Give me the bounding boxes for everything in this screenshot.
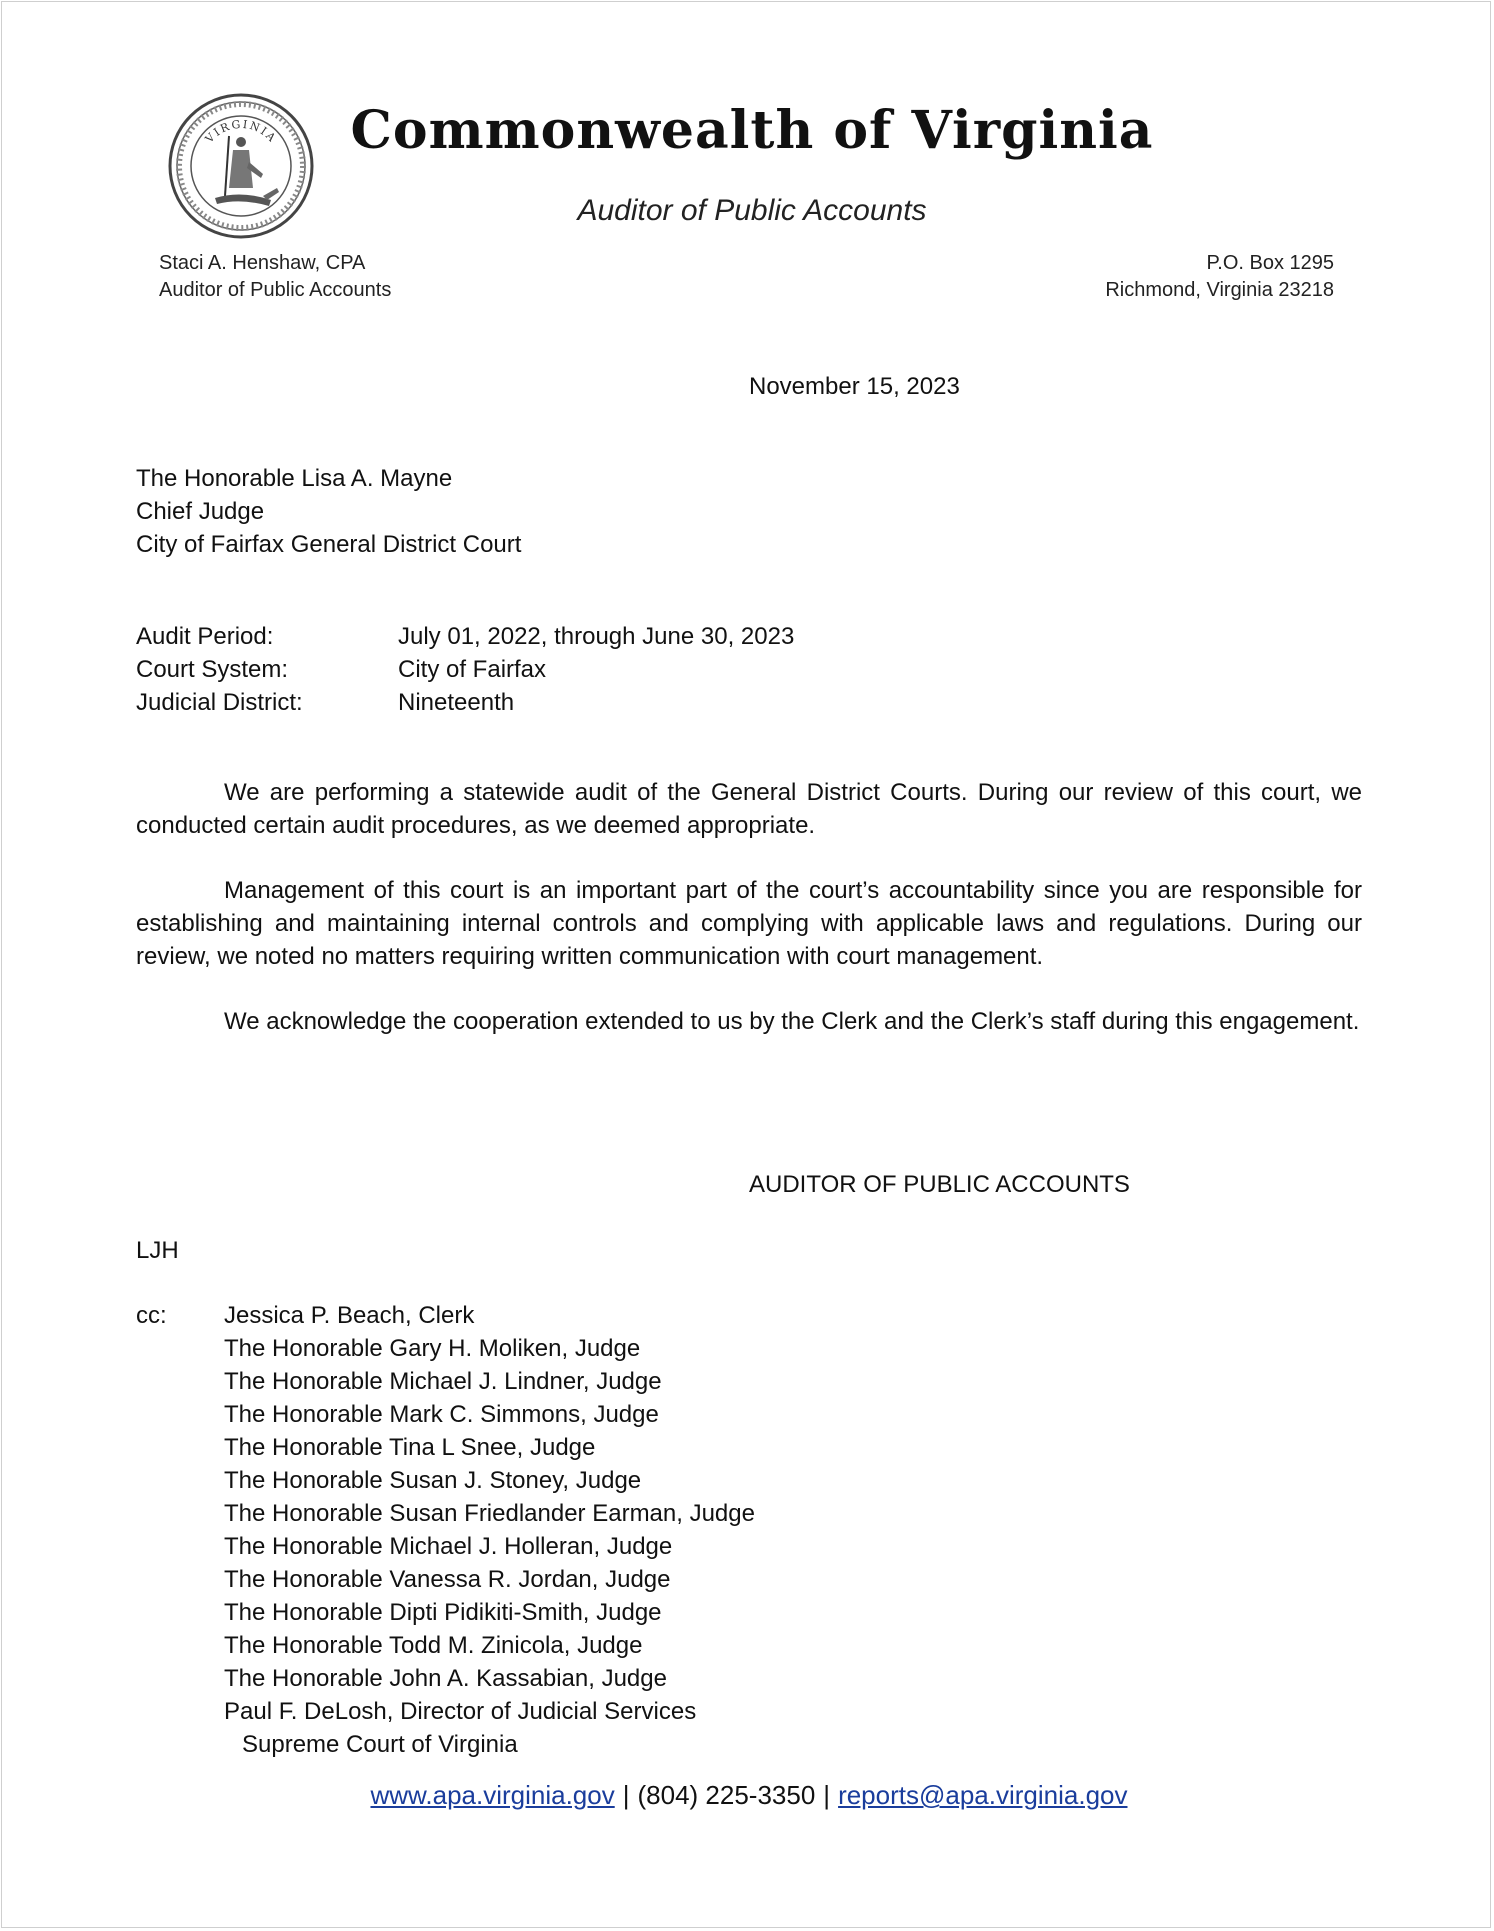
cc-recipient: The Honorable Michael J. Lindner, Judge [224, 1368, 662, 1395]
email-link[interactable]: reports@apa.virginia.gov [838, 1780, 1128, 1810]
address-line-1: P.O. Box 1295 [1206, 252, 1334, 274]
audit-info-label: Court System: [136, 656, 289, 683]
audit-info-row [136, 653, 794, 686]
audit-info-label: Audit Period: [136, 623, 274, 650]
audit-info-row [136, 620, 794, 653]
website-link[interactable]: www.apa.virginia.gov [370, 1780, 615, 1810]
cc-recipient: The Honorable Mark C. Simmons, Judge [224, 1401, 659, 1428]
seal-text: VIRGINIA [202, 117, 280, 146]
cc-recipient: The Honorable Susan Friedlander Earman, Judge [224, 1500, 755, 1527]
audit-info-row [136, 686, 794, 719]
body-paragraph [136, 776, 1362, 842]
footer-separator: | [823, 1780, 831, 1810]
letter-page [1, 1, 1491, 1928]
cc-recipient-sub: Supreme Court of Virginia [242, 1731, 518, 1758]
paragraph-text: Management of this court is an important part of the court’s accountability since you are responsible for establishing and maintaining internal controls and complying with applicable laws and regulations. During our review, we noted no matters requiring written communication with court management. [136, 877, 1362, 970]
signature-line: AUDITOR OF PUBLIC ACCOUNTS [749, 1171, 1130, 1198]
letterhead-office: Auditor of Public Accounts [577, 194, 927, 227]
addressee-name: The Honorable Lisa A. Mayne [136, 465, 453, 492]
audit-info [136, 620, 794, 719]
cc-recipient: The Honorable Vanessa R. Jordan, Judge [224, 1566, 671, 1593]
cc-recipient: The Honorable Gary H. Moliken, Judge [224, 1335, 641, 1362]
typist-initials: LJH [136, 1237, 179, 1264]
virginia-seal-icon [167, 92, 315, 240]
cc-recipient: The Honorable Susan J. Stoney, Judge [224, 1467, 642, 1494]
paragraph-text: We are performing a statewide audit of the General District Courts. During our review of this court, we conducted certain audit procedures, as we deemed appropriate. [136, 779, 1362, 839]
audit-info-value: City of Fairfax [398, 656, 547, 683]
cc-recipient: The Honorable Dipti Pidikiti-Smith, Judge [224, 1599, 662, 1626]
cc-recipient: The Honorable John A. Kassabian, Judge [224, 1665, 667, 1692]
audit-info-label: Judicial District: [136, 689, 303, 716]
addressee-block [136, 462, 521, 561]
address-line-2: Richmond, Virginia 23218 [1105, 279, 1334, 301]
body-paragraph [136, 1005, 1362, 1038]
addressee-court: City of Fairfax General District Court [136, 531, 522, 558]
letterhead-title: Commonwealth of Virginia [350, 100, 1154, 161]
auditor-name: Staci A. Henshaw, CPA [159, 252, 366, 274]
cc-label: cc: [136, 1302, 167, 1329]
auditor-block [159, 250, 391, 304]
letter-date: November 15, 2023 [749, 373, 960, 400]
cc-list [224, 1299, 755, 1761]
audit-info-value: Nineteenth [398, 689, 515, 716]
footer [2, 1780, 1494, 1811]
cc-recipient: The Honorable Tina L Snee, Judge [224, 1434, 596, 1461]
addressee-title: Chief Judge [136, 498, 265, 525]
body-paragraph [136, 874, 1362, 973]
cc-recipient: The Honorable Todd M. Zinicola, Judge [224, 1632, 643, 1659]
cc-recipient: Paul F. DeLosh, Director of Judicial Services [224, 1698, 697, 1725]
cc-recipient: Jessica P. Beach, Clerk [224, 1302, 475, 1329]
paragraph-text: We acknowledge the cooperation extended to us by the Clerk and the Clerk’s staff during this engagement. [224, 1008, 1360, 1035]
return-address [1105, 250, 1334, 304]
phone-number: (804) 225-3350 [637, 1780, 816, 1810]
auditor-title: Auditor of Public Accounts [159, 279, 392, 301]
audit-info-value: July 01, 2022, through June 30, 2023 [398, 623, 795, 650]
footer-separator: | [622, 1780, 630, 1810]
cc-recipient: The Honorable Michael J. Holleran, Judge [224, 1533, 673, 1560]
